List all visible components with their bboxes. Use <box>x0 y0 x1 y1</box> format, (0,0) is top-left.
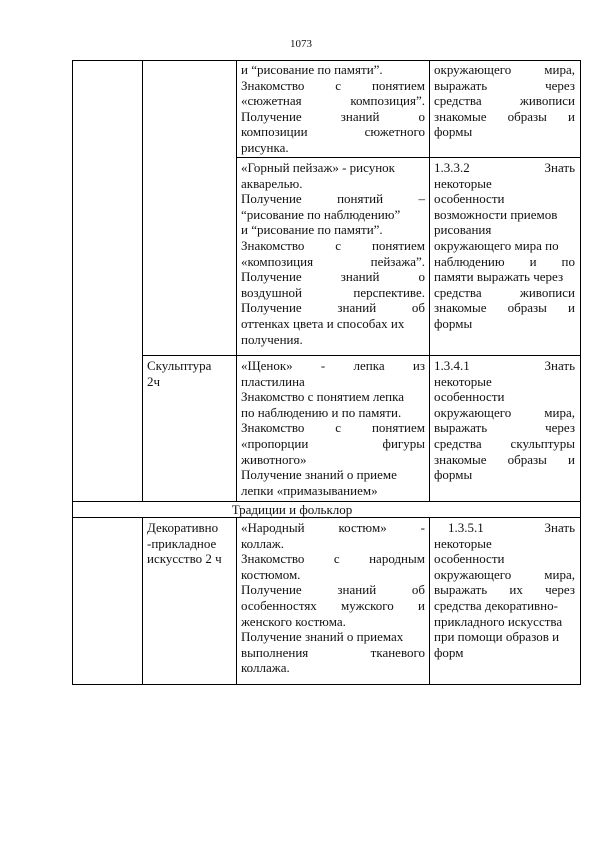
content-cell <box>241 358 425 498</box>
cell-line: 1.3.3.2 Знать <box>434 160 575 175</box>
cell-line: “рисование по наблюдению” <box>241 206 401 222</box>
cell-line: окружающего мира по <box>434 237 559 253</box>
cell-line: возможности приемов <box>434 206 558 222</box>
cell-line: Получение знаний об <box>241 582 425 598</box>
cell-line: знакомые образы и <box>434 451 575 467</box>
section-heading <box>142 502 442 518</box>
cell-line: Получение знаний об <box>241 300 425 316</box>
row-divider <box>236 157 581 158</box>
cell-line: средства живописи <box>434 93 575 109</box>
cell-line: Получение понятий – <box>241 191 425 207</box>
cell-line: знакомые образы и <box>434 108 575 124</box>
cell-line: 1.3.5.1 Знать <box>448 520 575 535</box>
cell-line: особенности <box>434 551 505 567</box>
cell-line: формы <box>434 315 473 331</box>
cell-line: костюмом. <box>241 566 301 582</box>
cell-line: Знакомство с понятием <box>241 237 425 253</box>
cell-line: 2ч <box>147 373 161 389</box>
table-border-bottom <box>72 684 581 685</box>
cell-line: акварелью. <box>241 175 303 191</box>
cell-line: окружающего мира, <box>434 404 575 420</box>
cell-line: средства декоративно- <box>434 597 558 613</box>
cell-line: «Народный костюм» - <box>241 520 425 535</box>
cell-line: искусство 2 ч <box>147 551 222 567</box>
cell-line: пластилина <box>241 373 305 389</box>
cell-line: выражать через <box>434 420 575 436</box>
cell-line: женского костюма. <box>241 613 346 629</box>
cell-line: «пропорции фигуры <box>241 435 425 451</box>
result-cell <box>434 160 575 332</box>
table-border-top <box>72 60 581 61</box>
cell-line: Получение знаний о приеме <box>241 467 397 483</box>
cell-line: и “рисование по памяти”. <box>241 62 383 77</box>
result-cell <box>434 520 575 660</box>
column-divider <box>142 517 143 684</box>
column-divider <box>142 60 143 501</box>
cell-line: Получение знаний о приемах <box>241 629 404 645</box>
cell-line: наблюдению и по <box>434 253 575 269</box>
cell-line: Знакомство с народным <box>241 551 425 567</box>
cell-line: воздушной перспективе. <box>241 284 425 300</box>
theme-cell <box>147 358 233 389</box>
row-divider <box>142 355 581 356</box>
cell-line: и “рисование по памяти”. <box>241 222 383 238</box>
cell-line: особенностях мужского и <box>241 597 425 613</box>
cell-line: «сюжетная композиция”. <box>241 93 425 109</box>
cell-line: Знакомство с понятием <box>241 420 425 436</box>
theme-cell <box>147 520 237 567</box>
cell-line: по наблюдению и по памяти. <box>241 404 402 420</box>
content-cell <box>241 62 425 156</box>
cell-line: выполнения тканевого <box>241 644 425 660</box>
cell-line: «Горный пейзаж» - рисунок <box>241 160 396 175</box>
cell-line: Получение знаний о <box>241 269 425 285</box>
cell-line: формы <box>434 124 473 140</box>
table-border-left <box>72 60 73 685</box>
cell-line: памяти выражать через <box>434 269 564 285</box>
cell-line: композиции сюжетного <box>241 124 425 140</box>
cell-line: рисования <box>434 222 492 238</box>
cell-line: особенности <box>434 389 505 405</box>
content-cell <box>241 520 425 676</box>
cell-line: окружающего мира, <box>434 62 575 77</box>
cell-line: некоторые <box>434 373 492 389</box>
page-number: 1073 <box>290 38 312 50</box>
cell-line: некоторые <box>434 535 492 551</box>
cell-line: Знакомство с понятием <box>241 77 425 93</box>
cell-line: оттенках цвета и способах их <box>241 315 405 331</box>
cell-line: средства живописи <box>434 284 575 300</box>
cell-line: «Щенок» - лепка из <box>241 358 425 373</box>
cell-line: особенности <box>434 191 505 207</box>
cell-line: при помощи образов и <box>434 629 560 645</box>
content-cell <box>241 160 425 347</box>
cell-line: формы <box>434 467 473 483</box>
cell-line: прикладного искусства <box>434 613 563 629</box>
column-divider <box>236 60 237 501</box>
cell-line: окружающего мира, <box>434 566 575 582</box>
cell-line: рисунка. <box>241 139 289 155</box>
cell-line: средства скульптуры <box>434 435 575 451</box>
cell-line: животного» <box>241 451 307 467</box>
cell-line: выражать их через <box>434 582 575 598</box>
result-cell <box>434 358 575 483</box>
table-border-right <box>580 60 581 685</box>
cell-line: коллажа. <box>241 660 290 676</box>
cell-line: 1.3.4.1 Знать <box>434 358 575 373</box>
cell-line: «композиция пейзажа”. <box>241 253 425 269</box>
cell-line: Декоративно <box>147 520 219 535</box>
cell-line: знакомые образы и <box>434 300 575 316</box>
cell-line: Знакомство с понятием лепка <box>241 389 405 405</box>
cell-line: лепки «примазыванием» <box>241 482 378 498</box>
cell-line: получения. <box>241 331 303 347</box>
column-divider <box>429 60 430 501</box>
column-divider <box>429 517 430 684</box>
cell-line: Скульптура <box>147 358 212 373</box>
cell-line: некоторые <box>434 175 492 191</box>
cell-line: -прикладное <box>147 535 217 551</box>
cell-line: Получение знаний о <box>241 108 425 124</box>
cell-line: форм <box>434 644 464 660</box>
result-cell <box>434 62 575 140</box>
cell-line: выражать через <box>434 77 575 93</box>
cell-line: коллаж. <box>241 535 284 551</box>
section-heading-text: Традиции и фольклор <box>231 502 353 517</box>
